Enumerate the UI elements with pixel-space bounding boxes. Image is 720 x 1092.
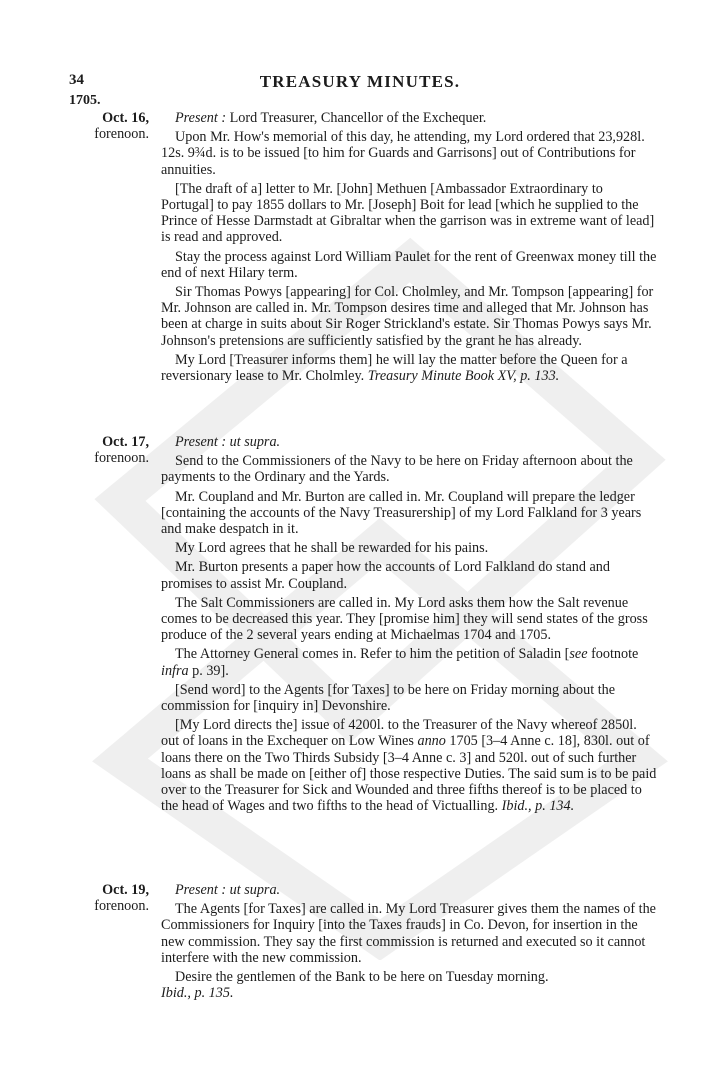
paragraph-text: My Lord [Treasurer informs them] he will lay the matter before the Queen for a reversionary lease to Mr. Cholmley.: [161, 351, 628, 385]
source-reference: Ibid., p. 134.: [501, 798, 575, 815]
date-session: forenoon.: [94, 126, 149, 143]
present-label: Present : ut supra.: [175, 434, 281, 450]
paragraph: Stay the process against Lord William Paulet for the rent of Greenwax money till the end of next Hilary term.: [161, 248, 657, 281]
entry-date: [69, 434, 149, 466]
year-label: 1705.: [69, 93, 101, 108]
paragraph-text: Desire the gentlemen of the Bank to be here on Tuesday morning.: [175, 969, 549, 986]
paragraph-text: The Attorney General comes in. Refer to him the petition of Saladin [: [175, 646, 570, 663]
paragraph: Sir Thomas Powys [appearing] for Col. Cholmley, and Mr. Tompson [appearing] for Mr. Johnson are called in. Mr. Tompson desires time and alleged that Mr. Johnson has been at charge in suits about Sir Roger Strickland's estate. Sir Thomas Powys says Mr. Johnson's pretensions are sufficiently satisfied by the grant he has already.: [161, 284, 654, 349]
page-number: 34: [69, 72, 84, 88]
date-session: forenoon.: [94, 898, 149, 915]
paragraph: Mr. Burton presents a paper how the accounts of Lord Falkland do stand and promises to assist Mr. Coupland.: [161, 559, 610, 592]
italic-term: see: [569, 646, 588, 663]
date-day: Oct. 17,: [102, 434, 149, 450]
present-line: [161, 110, 657, 126]
entry-body: [161, 110, 657, 387]
paragraph: [161, 646, 657, 678]
paragraph: [The draft of a] letter to Mr. [John] Methuen [Ambassador Extraordinary to Portugal] to pay 1855 dollars to Mr. [Joseph] Boit for lead [which he supplied to the Prince of Hesse Darmstadt at Gibraltar when the garrison was in extreme want of lead] is read and approved.: [161, 180, 655, 246]
present-line: [161, 882, 657, 898]
entry-date: [69, 882, 149, 914]
paragraph-text: 1705 [3–4 Anne c. 18], 830l. out of loans there on the Two Thirds Subsidy [3–4 Anne c. 3] and 520l. out of such further loans as shall be made on [either of] those respective Duties. The said sum is to be paid over to the Treasurer for Sick and Wounded and three fifths thereof is to be placed to the head of Wages and two fifths to the head of Victualling.: [161, 733, 657, 815]
present-text: Lord Treasurer, Chancellor of the Exchequer.: [226, 110, 487, 126]
running-title: TREASURY MINUTES.: [259, 72, 461, 91]
entry-body: [161, 882, 657, 1004]
present-line: [161, 434, 657, 450]
paragraph: Mr. Coupland and Mr. Burton are called in. Mr. Coupland will prepare the ledger [containing the accounts of the Navy Treasurership] of my Lord Falkland for 3 years and make despatch in it.: [161, 488, 642, 538]
paragraph: [161, 969, 657, 1001]
paragraph: The Salt Commissioners are called in. My Lord asks them how the Salt revenue comes to be decreased this year. They [promise him] they will send states of the gross produce of the 2 several years ending at Michaelmas 1704 and 1705.: [161, 594, 648, 644]
entry-body: [161, 434, 657, 817]
paragraph-text: [My Lord directs the] issue of 4200l. to the Treasurer of the Navy whereof 2850l. out of loans in the Exchequer on Low Wines: [161, 717, 637, 750]
source-reference: Ibid., p. 135.: [161, 985, 234, 1002]
paragraph-text: footnote: [587, 646, 639, 663]
present-label: Present : ut supra.: [175, 882, 281, 898]
paragraph: The Agents [for Taxes] are called in. My Lord Treasurer gives them the names of the Commissioners for Inquiry [into the Taxes frauds] in Co. Devon, for insertion in the new commission. They say the first commission is returned and executed so it cannot interfere with the new commission.: [161, 901, 656, 966]
paragraph: [Send word] to the Agents [for Taxes] to be here on Friday morning about the commission for [inquiry in] Devonshire.: [161, 681, 616, 715]
paragraph: Upon Mr. How's memorial of this day, he attending, my Lord ordered that 23,928l. 12s. 9¾d. is to be issued [to him for Guards and Garrisons] out of Contributions for annuities.: [161, 129, 645, 178]
date-session: forenoon.: [94, 450, 149, 467]
paragraph: Send to the Commissioners of the Navy to be here on Friday afternoon about the payments to the Ordinary and the Yards.: [161, 453, 633, 486]
date-day: Oct. 19,: [102, 882, 149, 898]
source-reference: Treasury Minute Book XV, p. 133.: [367, 368, 560, 385]
italic-term: anno: [417, 733, 446, 750]
paragraph: [161, 352, 657, 384]
paragraph-text: p. 39].: [188, 662, 229, 679]
italic-term: infra: [161, 662, 189, 679]
entry-date: [69, 110, 149, 142]
paragraph: [161, 717, 657, 814]
paragraph: My Lord agrees that he shall be rewarded for his pains.: [175, 540, 489, 557]
page-header: [0, 72, 720, 92]
present-label: Present :: [175, 110, 227, 126]
date-day: Oct. 16,: [102, 110, 149, 126]
